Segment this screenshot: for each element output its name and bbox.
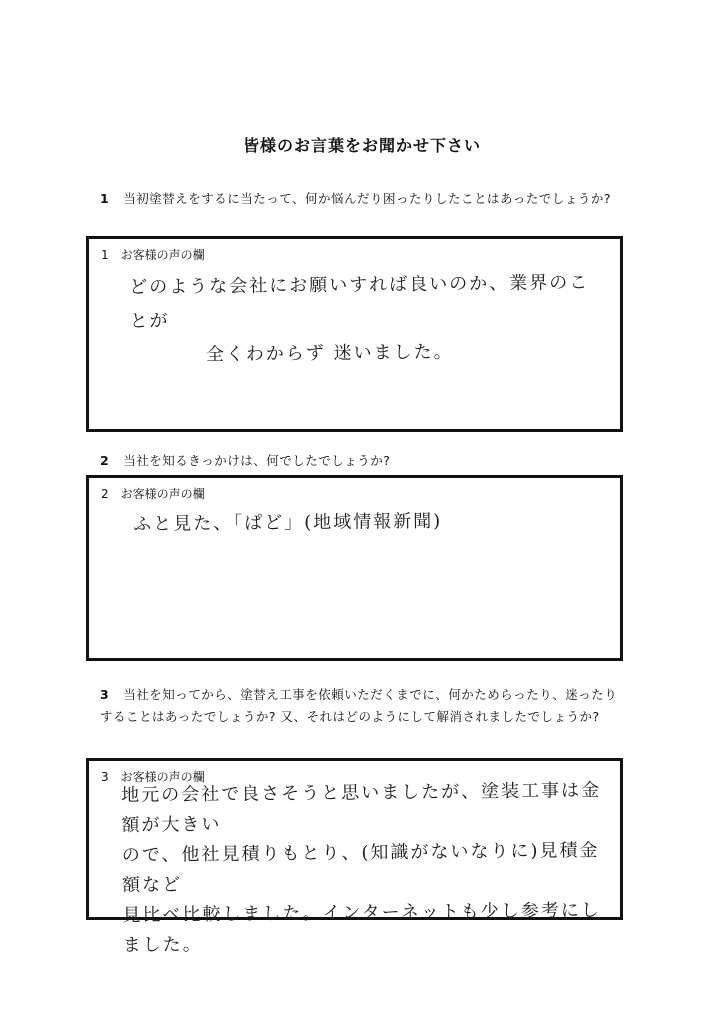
question-1 (100, 188, 620, 210)
box-label (101, 246, 205, 263)
answer-line: 全くわからず 迷いました。 (205, 341, 454, 366)
question-text: 当社を知るきっかけは、何でしたでしょうか? (123, 453, 391, 468)
answer-line: ふと見た、「ぱど」(地域情報新聞) (133, 510, 443, 535)
answer-line: 見比べ比較しました。インターネットも少し参考にしました。 (122, 899, 601, 956)
customer-voice-box-1 (86, 236, 623, 432)
box-label-text: お客様の声の欄 (120, 248, 205, 262)
box-number: 2 (101, 487, 109, 501)
handwritten-answer-1 (129, 266, 600, 373)
customer-voice-box-3 (86, 758, 623, 956)
customer-voice-box-2 (86, 475, 623, 661)
box-label-text: お客様の声の欄 (120, 770, 205, 784)
question-number: 1 (100, 191, 110, 206)
box-number: 3 (101, 770, 109, 784)
question-number: 3 (100, 687, 110, 702)
question-number: 2 (100, 453, 110, 468)
answer-line: どのような会社にお願いすれば良いのか、業界のことが (129, 272, 590, 332)
question-text: 当初塗替えをするに当たって、何か悩んだり困ったりしたことはあったでしょうか? (123, 191, 611, 206)
handwritten-answer-3 (121, 776, 615, 961)
question-text: 当社を知ってから、塗替え工事を依頼いただくまでに、何かためらったり、迷ったりすることはあったでしょうか? 又、それはどのようにして解消されましたでしょうか? (100, 687, 618, 724)
page-title: 皆様のお言葉をお聞かせ下さい (242, 136, 481, 155)
handwritten-answer-2 (133, 503, 593, 542)
answer-line: 地元の会社で良さそうと思いましたが、塗装工事は金額が大きい (121, 779, 602, 836)
question-3 (100, 684, 620, 728)
box-label (101, 485, 205, 502)
question-2 (100, 450, 620, 472)
box-label-text: お客様の声の欄 (120, 487, 205, 501)
box-number: 1 (101, 248, 109, 262)
answer-line: ので、他社見積りもとり、(知識がないなりに)見積金額など (121, 839, 600, 896)
